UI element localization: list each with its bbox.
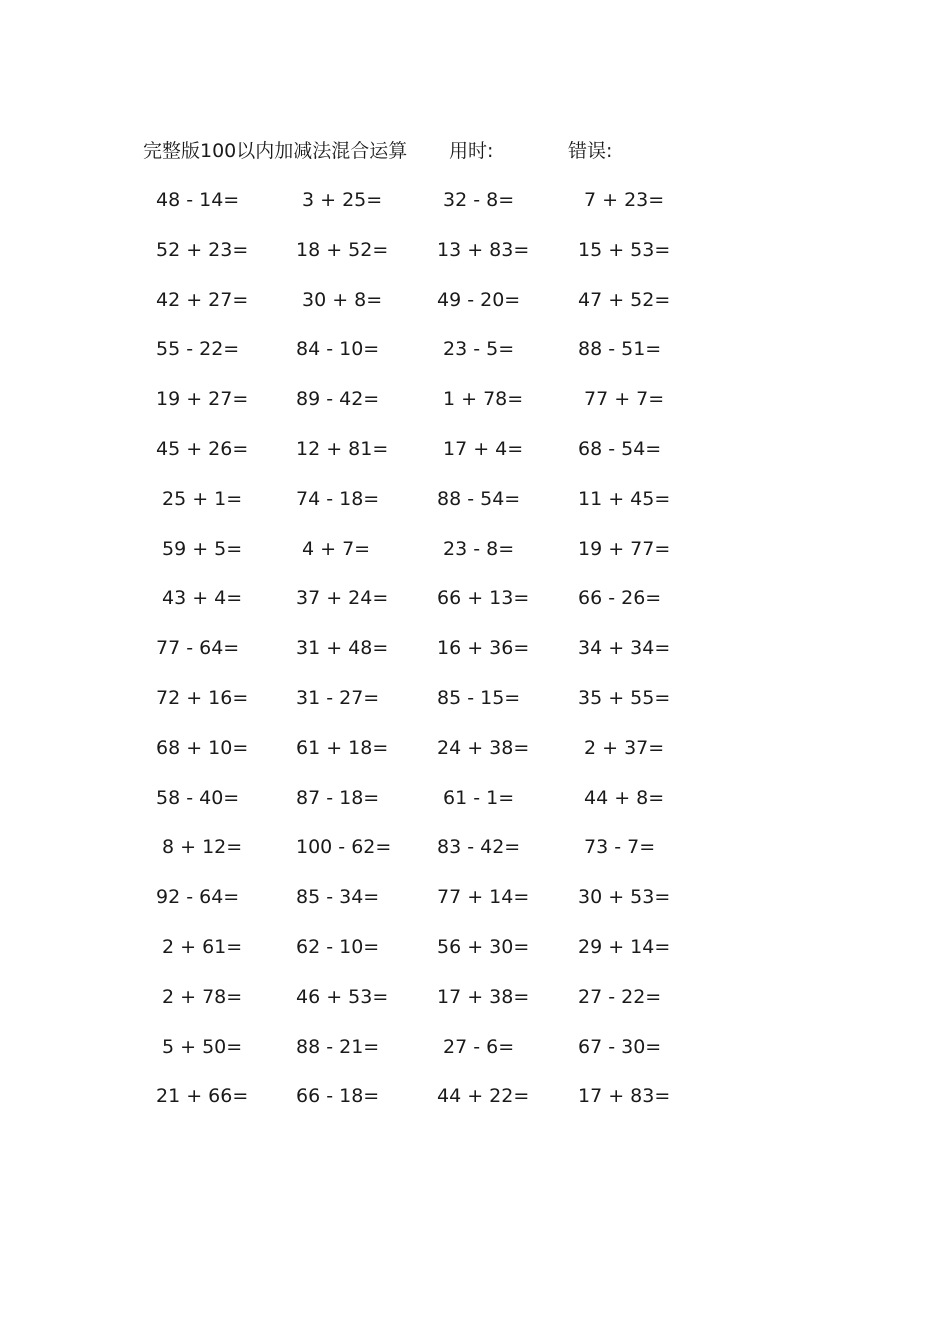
- problem-row: [0, 185, 950, 235]
- math-problem: 52 + 23=: [156, 238, 249, 261]
- problem-row: [0, 932, 950, 982]
- math-problem: 30 + 53=: [578, 886, 671, 909]
- math-problem: 88 - 51=: [578, 338, 662, 361]
- math-problem: 19 + 27=: [156, 388, 249, 411]
- worksheet-header: [143, 136, 743, 166]
- problem-row: [0, 285, 950, 335]
- math-problem: 17 + 4=: [443, 437, 524, 460]
- math-problem: 68 + 10=: [156, 736, 249, 759]
- math-problem: 77 + 14=: [437, 886, 530, 909]
- math-problem: 1 + 78=: [443, 388, 524, 411]
- math-problem: 2 + 78=: [162, 985, 243, 1008]
- math-problem: 77 + 7=: [584, 388, 665, 411]
- math-problem: 16 + 36=: [437, 637, 530, 660]
- problem-row: [0, 1032, 950, 1082]
- math-problem: 88 - 21=: [296, 1035, 380, 1058]
- math-problem: 30 + 8=: [302, 288, 383, 311]
- math-problem: 77 - 64=: [156, 637, 240, 660]
- math-problem: 88 - 54=: [437, 487, 521, 510]
- problem-row: [0, 982, 950, 1032]
- math-problem: 62 - 10=: [296, 935, 380, 958]
- math-problem: 37 + 24=: [296, 587, 389, 610]
- math-problem: 48 - 14=: [156, 189, 240, 211]
- math-problem: 84 - 10=: [296, 338, 380, 361]
- math-problem: 18 + 52=: [296, 238, 389, 261]
- math-problem: 89 - 42=: [296, 388, 380, 411]
- math-problem: 35 + 55=: [578, 686, 671, 709]
- math-problem: 11 + 45=: [578, 487, 671, 510]
- problem-row: [0, 334, 950, 384]
- problem-row: [0, 832, 950, 882]
- math-problem: 74 - 18=: [296, 487, 380, 510]
- math-problem: 47 + 52=: [578, 288, 671, 311]
- problem-row: [0, 384, 950, 434]
- math-problem: 12 + 81=: [296, 437, 389, 460]
- problem-row: [0, 583, 950, 633]
- problem-row: [0, 783, 950, 833]
- math-problem: 19 + 77=: [578, 537, 671, 560]
- problem-row: [0, 434, 950, 484]
- math-problem: 7 + 23=: [584, 189, 665, 211]
- math-problem: 59 + 5=: [162, 537, 243, 560]
- math-problem: 68 - 54=: [578, 437, 662, 460]
- problem-row: [0, 235, 950, 285]
- math-problem: 31 + 48=: [296, 637, 389, 660]
- problem-row: [0, 1081, 950, 1131]
- math-problem: 73 - 7=: [584, 836, 656, 859]
- math-problem: 100 - 62=: [296, 836, 392, 859]
- math-problem: 23 - 8=: [443, 537, 515, 560]
- math-problem: 2 + 37=: [584, 736, 665, 759]
- math-problem: 67 - 30=: [578, 1035, 662, 1058]
- errors-label: 错误:: [568, 140, 613, 162]
- math-problem: 17 + 38=: [437, 985, 530, 1008]
- problem-row: [0, 484, 950, 534]
- math-problem: 58 - 40=: [156, 786, 240, 809]
- math-problem: 46 + 53=: [296, 985, 389, 1008]
- math-problem: 44 + 22=: [437, 1085, 530, 1108]
- problem-row: [0, 633, 950, 683]
- math-problem: 25 + 1=: [162, 487, 243, 510]
- math-problem: 66 - 18=: [296, 1085, 380, 1108]
- math-problem: 4 + 7=: [302, 537, 371, 560]
- math-problem: 42 + 27=: [156, 288, 249, 311]
- math-problem: 15 + 53=: [578, 238, 671, 261]
- problem-row: [0, 683, 950, 733]
- math-problem: 32 - 8=: [443, 189, 515, 211]
- math-problem: 61 - 1=: [443, 786, 515, 809]
- math-problem: 2 + 61=: [162, 935, 243, 958]
- math-problem: 72 + 16=: [156, 686, 249, 709]
- math-problem: 29 + 14=: [578, 935, 671, 958]
- math-problem: 45 + 26=: [156, 437, 249, 460]
- math-problem: 27 - 22=: [578, 985, 662, 1008]
- math-problem: 34 + 34=: [578, 637, 671, 660]
- math-problem: 87 - 18=: [296, 786, 380, 809]
- problem-row: [0, 882, 950, 932]
- problem-row: [0, 534, 950, 584]
- math-problem: 27 - 6=: [443, 1035, 515, 1058]
- math-problem: 66 - 26=: [578, 587, 662, 610]
- math-problem: 31 - 27=: [296, 686, 380, 709]
- math-problem: 83 - 42=: [437, 836, 521, 859]
- math-problem: 8 + 12=: [162, 836, 243, 859]
- math-problem: 56 + 30=: [437, 935, 530, 958]
- math-problem: 61 + 18=: [296, 736, 389, 759]
- math-problem: 92 - 64=: [156, 886, 240, 909]
- problem-row: [0, 733, 950, 783]
- math-problem: 85 - 15=: [437, 686, 521, 709]
- math-problem: 23 - 5=: [443, 338, 515, 361]
- math-problem: 21 + 66=: [156, 1085, 249, 1108]
- math-problem: 24 + 38=: [437, 736, 530, 759]
- math-problem: 49 - 20=: [437, 288, 521, 311]
- problem-grid: [0, 185, 950, 1131]
- math-problem: 5 + 50=: [162, 1035, 243, 1058]
- math-problem: 17 + 83=: [578, 1085, 671, 1108]
- math-problem: 66 + 13=: [437, 587, 530, 610]
- time-used-label: 用时:: [449, 140, 494, 162]
- math-problem: 44 + 8=: [584, 786, 665, 809]
- math-problem: 43 + 4=: [162, 587, 243, 610]
- math-problem: 85 - 34=: [296, 886, 380, 909]
- math-problem: 3 + 25=: [302, 189, 383, 211]
- worksheet-title: 完整版100以内加减法混合运算: [143, 140, 408, 162]
- math-problem: 55 - 22=: [156, 338, 240, 361]
- math-problem: 13 + 83=: [437, 238, 530, 261]
